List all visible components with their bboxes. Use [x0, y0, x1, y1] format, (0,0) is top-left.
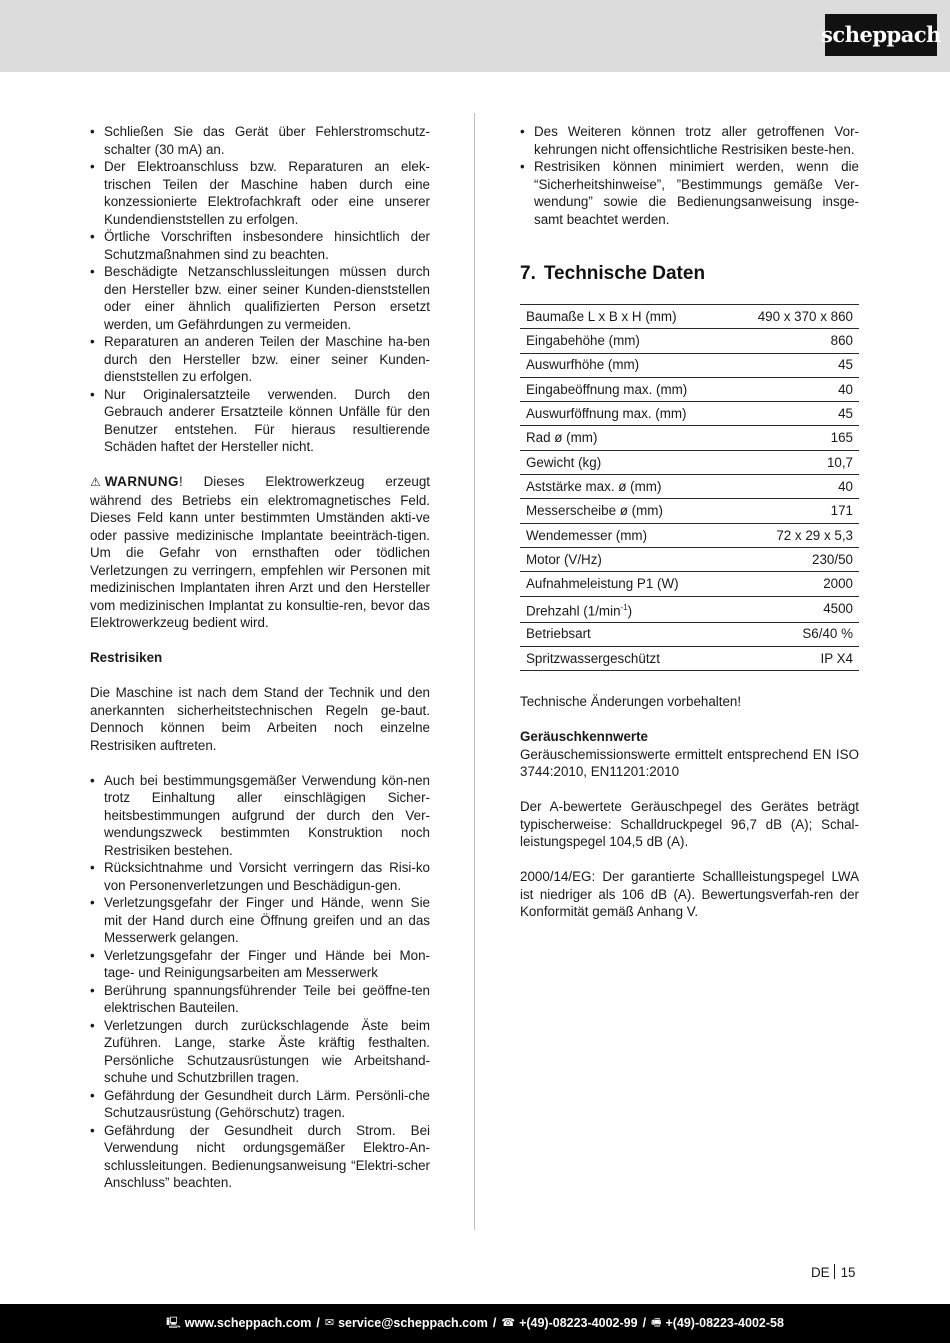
spec-label: Auswurföffnung max. (mm) — [520, 402, 729, 426]
spec-label: Aufnahmeleistung P1 (W) — [520, 572, 729, 596]
list-item: • Beschädigte Netzanschlussleitungen müssen durch den Hersteller bzw. einer seiner Kunden-dienststellen oder einer ähnlich qualifizierten Person ersetzt werden, um Gefährdungen zu vermeiden. — [90, 263, 430, 333]
footer-email-link[interactable]: service@scheppach.com — [338, 1315, 488, 1330]
warning-triangle-icon: ⚠ — [90, 475, 101, 489]
list-item: • Örtliche Vorschriften insbesondere hinsichtlich der Schutzmaßnahmen sind zu beachten. — [90, 228, 430, 263]
table-row — [520, 646, 859, 670]
table-row — [520, 377, 859, 401]
spec-value: 45 — [729, 402, 859, 426]
table-row — [520, 329, 859, 353]
list-item: • Gefährdung der Gesundheit durch Lärm. Persönli-che Schutzausrüstung (Gehörschutz) tragen. — [90, 1087, 430, 1122]
section-title — [520, 262, 859, 286]
list-item: • Verletzungsgefahr der Finger und Hände bei Mon-tage- und Reinigungsarbeiten am Messerwerk — [90, 947, 430, 982]
scheppach-logo: scheppach — [825, 14, 937, 56]
computer-icon: 🖳 — [166, 1316, 181, 1329]
warning-text: ! Dieses Elektrowerkzeug erzeugt während des Betriebs ein elektromagnetisches Feld. Dieses Feld kann unter bestimmten Umständen akti-ve oder passive medizinische Implantate beeinträch-tigen. Um die Gefahr von ernsthaften oder tödlichen Verletzungen zu verringern, empfehlen wir Personen mit medizinischen Implantaten ihren Arzt und den Hersteller vom medizinischen Implantat zu konsultie-ren, bevor das Elektrowerkzeug bedient wird. — [90, 474, 430, 630]
list-item: • Nur Originalersatzteile verwenden. Durch den Gebrauch anderer Ersatzteile können Unfälle für den Benutzer entstehen. Für hieraus resultierende Schäden haftet der Hersteller nicht. — [90, 386, 430, 456]
list-item: • Rücksichtnahme und Vorsicht verringern das Risi-ko von Personenverletzungen und Beschädigun-gen. — [90, 859, 430, 894]
spec-value: IP X4 — [729, 646, 859, 670]
technical-data-table — [520, 304, 859, 671]
phone-icon: ☎ — [501, 1316, 516, 1329]
column-divider — [474, 113, 475, 1230]
spec-value: 40 — [729, 475, 859, 499]
spec-value: S6/40 % — [729, 622, 859, 646]
notes-block — [520, 693, 859, 921]
page-number — [811, 1264, 856, 1282]
changes-note: Technische Änderungen vorbehalten! — [520, 694, 742, 710]
list-item: • Reparaturen an anderen Teilen der Maschine ha-ben durch den Hersteller bzw. einer seiner Kunden-dienststellen zu erfolgen. — [90, 333, 430, 386]
list-item: • Restrisiken können minimiert werden, wenn die “Sicherheitshinweise”, ”Bestimmungs gemäße Ver-wendung” sowie die Bedienungsanweisung insge-samt beachtet werden. — [520, 158, 859, 228]
spec-value: 72 x 29 x 5,3 — [729, 523, 859, 547]
spec-label: Wendemesser (mm) — [520, 523, 729, 547]
spec-value: 45 — [729, 353, 859, 377]
spec-label: Motor (V/Hz) — [520, 547, 729, 571]
list-item: • Auch bei bestimmungsgemäßer Verwendung kön-nen trotz Einhaltung aller einschlägigen Sicher-heitsbestimmungen aufgrund der durch den Ver-wendungszweck bestimmten Konstruktion noch Restrisiken bestehen. — [90, 772, 430, 860]
footer-phone: +(49)-08223-4002-99 — [519, 1315, 638, 1330]
noise-paragraph-1: Geräuschemissionswerte ermittelt entsprechend EN ISO 3744:2010, EN11201:2010 — [520, 746, 859, 780]
safety-list — [90, 123, 430, 456]
list-item: • Verletzungen durch zurückschlagende Äste beim Zuführen. Lange, starke Äste kräftig festhalten. Persönliche Schutzausrüstungen wie Arbeitshand-schuhe und Schutzbrillen tragen. — [90, 1017, 430, 1087]
fax-icon: 🖷 — [651, 1316, 662, 1329]
header-band — [0, 0, 950, 72]
spec-label: Auswurfhöhe (mm) — [520, 353, 729, 377]
restrisiken-intro: Die Maschine ist nach dem Stand der Technik und den anerkannten sicherheitstechnischen Regeln ge-baut. Dennoch können beim Arbeiten noch einzelne Restrisiken auftreten. — [90, 685, 430, 753]
table-row — [520, 402, 859, 426]
table-row — [520, 305, 859, 329]
spec-label: Baumaße L x B x H (mm) — [520, 305, 729, 329]
spec-value: 860 — [729, 329, 859, 353]
spec-value: 40 — [729, 377, 859, 401]
spec-label: Rad ø (mm) — [520, 426, 729, 450]
table-row — [520, 572, 859, 596]
list-item: • Des Weiteren können trotz aller getroffenen Vor-kehrungen nicht offensichtliche Restrisiken beste-hen. — [520, 123, 859, 158]
spec-value: 490 x 370 x 860 — [729, 305, 859, 329]
page-separator — [834, 1264, 835, 1279]
noise-heading: Geräuschkennwerte — [520, 729, 649, 745]
list-item: • Verletzungsgefahr der Finger und Hände, wenn Sie mit der Hand durch eine Öffnung greifen und an das Messerwerk gelangen. — [90, 894, 430, 947]
noise-paragraph-2: Der A-bewertete Geräuschpegel des Gerätes beträgt typischerweise: Schalldruckpegel 96,7 dB (A); Schal-leistungspegel 104,5 dB (A). — [520, 799, 859, 850]
table-row — [520, 426, 859, 450]
spec-value: 230/50 — [729, 547, 859, 571]
left-column — [90, 123, 430, 1192]
table-row — [520, 475, 859, 499]
footer-fax: +(49)-08223-4002-58 — [665, 1315, 784, 1330]
spec-label: Eingabehöhe (mm) — [520, 329, 729, 353]
right-column — [520, 123, 859, 921]
page-lang: DE — [811, 1265, 830, 1280]
table-row — [520, 499, 859, 523]
list-item: • Gefährdung der Gesundheit durch Strom. Bei Verwendung nicht ordungsgemäßer Elektro-An-schlussleitungen. Bedienungsanweisung “Elektri-scher Anschluss” beachten. — [90, 1122, 430, 1192]
spec-value: 171 — [729, 499, 859, 523]
spec-value: 10,7 — [729, 450, 859, 474]
list-item: • Der Elektroanschluss bzw. Reparaturen an elek-trischen Teilen der Maschine haben durch eine konzessionierte Elektrofachkraft oder eine unserer Kundendienststellen zu erfolgen. — [90, 158, 430, 228]
table-row — [520, 353, 859, 377]
spec-label: Messerscheibe ø (mm) — [520, 499, 729, 523]
list-item: • Schließen Sie das Gerät über Fehlerstromschutz-schalter (30 mA) an. — [90, 123, 430, 158]
noise-paragraph-3: 2000/14/EG: Der garantierte Schallleistungspegel LWA ist niedriger als 106 dB (A). Bewertungsverfah-ren der Konformität gemäß Anhang V. — [520, 869, 859, 920]
mail-icon: ✉ — [324, 1316, 335, 1329]
section-number: 7. — [520, 263, 536, 284]
spec-label: Drehzahl $(1/\min^{-1})$ — [520, 596, 729, 622]
spec-value: 165 — [729, 426, 859, 450]
spec-label: Gewicht (kg) — [520, 450, 729, 474]
residual-risks-list — [520, 123, 859, 228]
risks-list — [90, 772, 430, 1192]
spec-value: 2000 — [729, 572, 859, 596]
warning-paragraph — [90, 473, 430, 632]
table-row — [520, 523, 859, 547]
spec-label: Betriebsart — [520, 622, 729, 646]
page-number-value: 15 — [840, 1265, 856, 1280]
table-row — [520, 622, 859, 646]
spec-value: 4500 — [729, 596, 859, 622]
restrisiken-heading: Restrisiken — [90, 650, 163, 665]
spec-label: Aststärke max. ø (mm) — [520, 475, 729, 499]
footer-web-link[interactable]: www.scheppach.com — [184, 1315, 312, 1330]
spec-label: Eingabeöffnung max. (mm) — [520, 377, 729, 401]
table-row — [520, 547, 859, 571]
table-row — [520, 450, 859, 474]
list-item: • Berührung spannungsführender Teile bei geöffne-ten elektrischen Bauteilen. — [90, 982, 430, 1017]
spec-label: Spritzwassergeschützt — [520, 646, 729, 670]
warning-label: WARNUNG — [104, 474, 179, 489]
section-title-text: Technische Daten — [543, 263, 706, 284]
table-row — [520, 596, 859, 622]
footer-band: 🖳 www.scheppach.com / ✉ service@scheppach.com / ☎ +(49)-08223-4002-99 / 🖷 +(49)-08223-4002-58 — [0, 1304, 950, 1343]
